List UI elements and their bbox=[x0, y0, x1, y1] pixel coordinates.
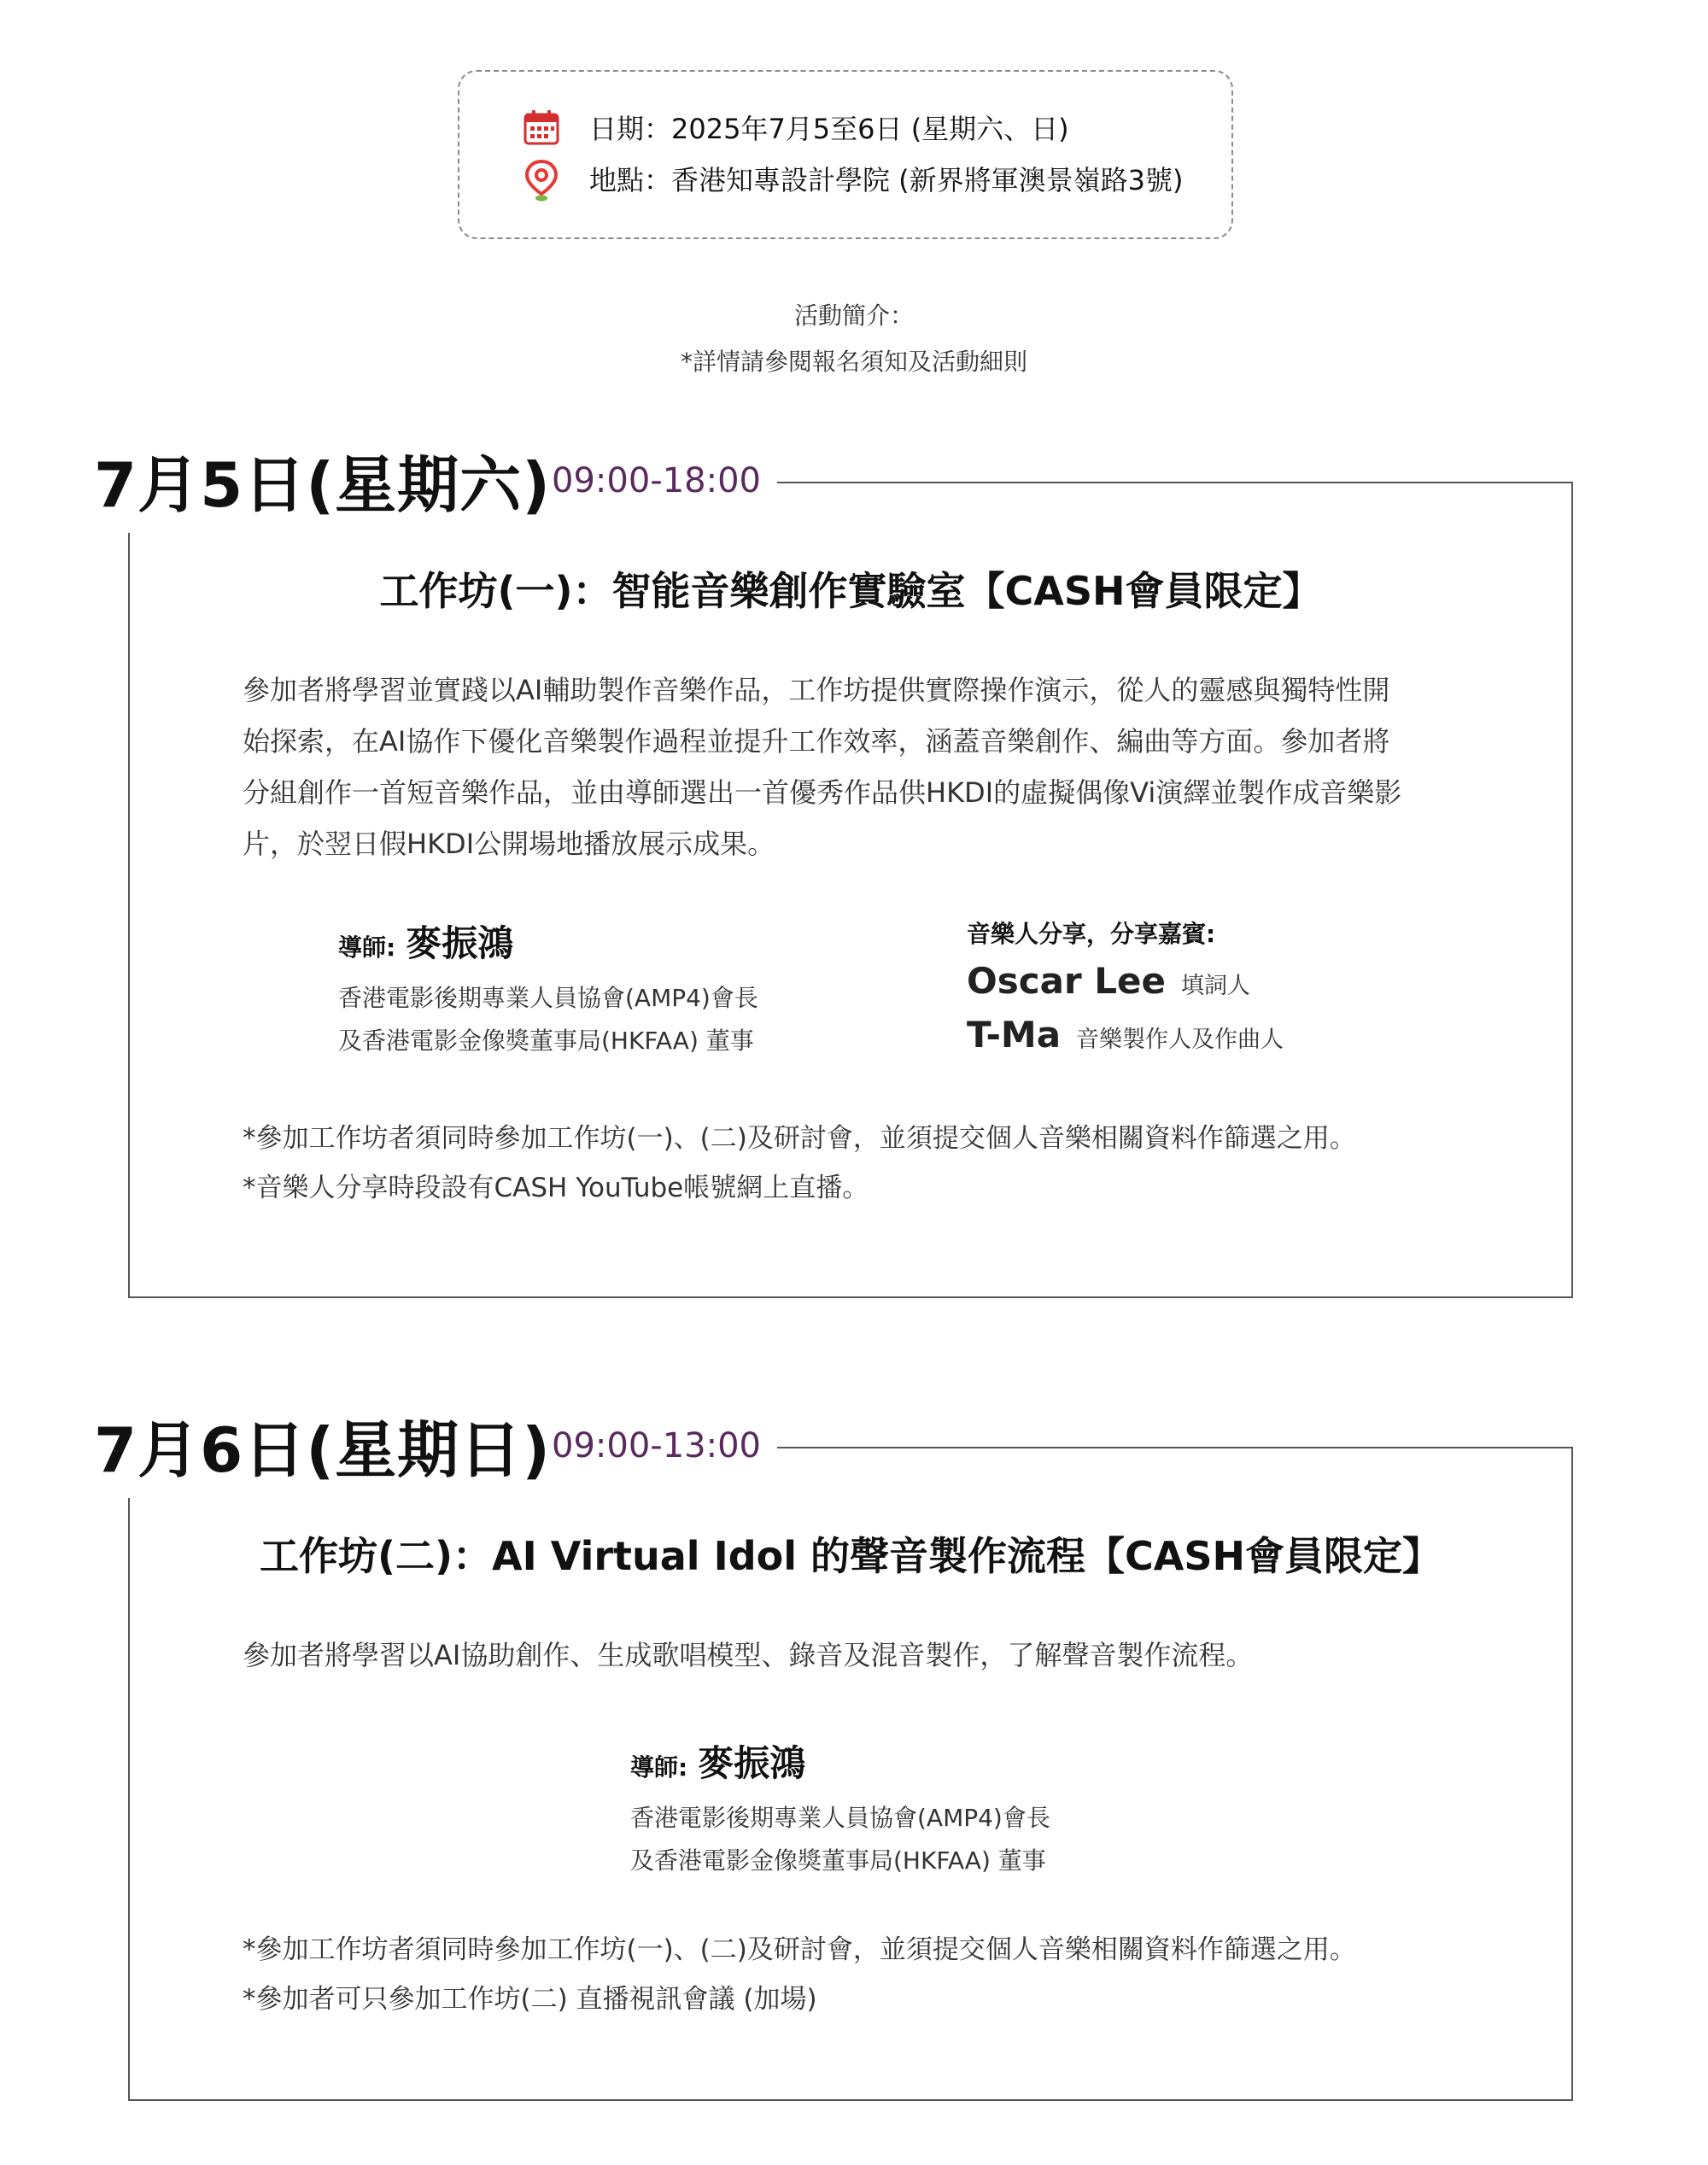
calendar-icon bbox=[523, 108, 560, 146]
day2-time: 09:00-13:00 bbox=[552, 1426, 761, 1466]
workshop1-notes bbox=[243, 1114, 1356, 1213]
tutor-label: 導師: bbox=[630, 1753, 688, 1782]
day2-title: 7月6日(星期日) bbox=[94, 1414, 552, 1486]
description-line: 參加者將學習以AI協助創作、生成歌唱模型、錄音及混音製作，了解聲音製作流程。 bbox=[243, 1639, 1254, 1671]
tutor-title-line: 及香港電影金像獎董事局(HKFAA) 董事 bbox=[630, 1846, 1046, 1875]
tutor-title-line: 香港電影後期專業人員協會(AMP4)會長 bbox=[630, 1804, 1050, 1832]
description-line: 始探索，在AI協作下優化音樂製作過程並提升工作效率，涵蓋音樂創作、編曲等方面。參加者將 bbox=[243, 725, 1390, 758]
date-row bbox=[523, 108, 1069, 147]
event-date: 日期：2025年7月5至6日 (星期六、日) bbox=[589, 113, 1069, 145]
sharing-label: 音樂人分享，分享嘉賓: bbox=[967, 920, 1216, 948]
intro-heading: 活動簡介： bbox=[793, 301, 914, 330]
day1-time: 09:00-18:00 bbox=[552, 461, 761, 500]
workshop1-title: 工作坊(一)：智能音樂創作實驗室【CASH會員限定】 bbox=[379, 568, 1322, 614]
intro-note: *詳情請參閱報名須知及活動細則 bbox=[680, 348, 1027, 376]
guest-name: Oscar Lee bbox=[967, 960, 1167, 1002]
description-line: 片，於翌日假HKDI公開場地播放展示成果。 bbox=[243, 828, 775, 860]
event-venue: 地點：香港知專設計學院 (新界將軍澳景嶺路3號) bbox=[589, 164, 1184, 196]
music-sharing bbox=[967, 916, 1284, 1056]
workshop2-description bbox=[243, 1630, 1455, 1681]
guest-name: T-Ma bbox=[967, 1014, 1062, 1056]
workshop1-tutor bbox=[338, 916, 758, 1062]
guest-role: 填詞人 bbox=[1181, 973, 1251, 999]
guest-role: 音樂製作人及作曲人 bbox=[1076, 1027, 1284, 1053]
tutor-title-line: 及香港電影金像獎董事局(HKFAA) 董事 bbox=[338, 1027, 754, 1055]
guest-item bbox=[967, 1014, 1284, 1056]
workshop1-description bbox=[243, 664, 1455, 869]
tutor-name: 麥振鴻 bbox=[406, 922, 514, 964]
guest-item bbox=[967, 960, 1284, 1002]
description-line: 參加者將學習並實踐以AI輔助製作音樂作品，工作坊提供實際操作演示，從人的靈感與獨特性開 bbox=[243, 674, 1390, 706]
workshop2-title: 工作坊(二)：AI Virtual Idol 的聲音製作流程【CASH會員限定】 bbox=[260, 1533, 1442, 1579]
day1-box bbox=[128, 482, 1573, 1298]
note-line: *參加工作坊者須同時參加工作坊(一)、(二)及研討會，並須提交個人音樂相關資料作篩選之用。 bbox=[243, 1123, 1356, 1154]
location-pin-icon bbox=[523, 160, 560, 197]
event-info-box bbox=[458, 70, 1233, 239]
note-line: *音樂人分享時段設有CASH YouTube帳號網上直播。 bbox=[243, 1173, 869, 1203]
day2-box bbox=[128, 1447, 1573, 2101]
day1-title: 7月5日(星期六) bbox=[94, 449, 552, 521]
workshop2-tutor bbox=[630, 1735, 1050, 1882]
note-line: *參加工作坊者須同時參加工作坊(一)、(二)及研討會，並須提交個人音樂相關資料作篩選之用。 bbox=[243, 1934, 1356, 1965]
tutor-title-line: 香港電影後期專業人員協會(AMP4)會長 bbox=[338, 984, 758, 1012]
tutor-label: 導師: bbox=[338, 933, 396, 962]
description-line: 分組創作一首短音樂作品，並由導師選出一首優秀作品供HKDI的虛擬偶像Vi演繹並製作成音樂影 bbox=[243, 776, 1402, 809]
workshop2-notes bbox=[243, 1925, 1356, 2024]
venue-row bbox=[523, 159, 1184, 198]
tutor-name: 麥振鴻 bbox=[698, 1742, 806, 1784]
note-line: *參加者可只參加工作坊(二) 直播視訊會議 (加場) bbox=[243, 1984, 817, 2015]
